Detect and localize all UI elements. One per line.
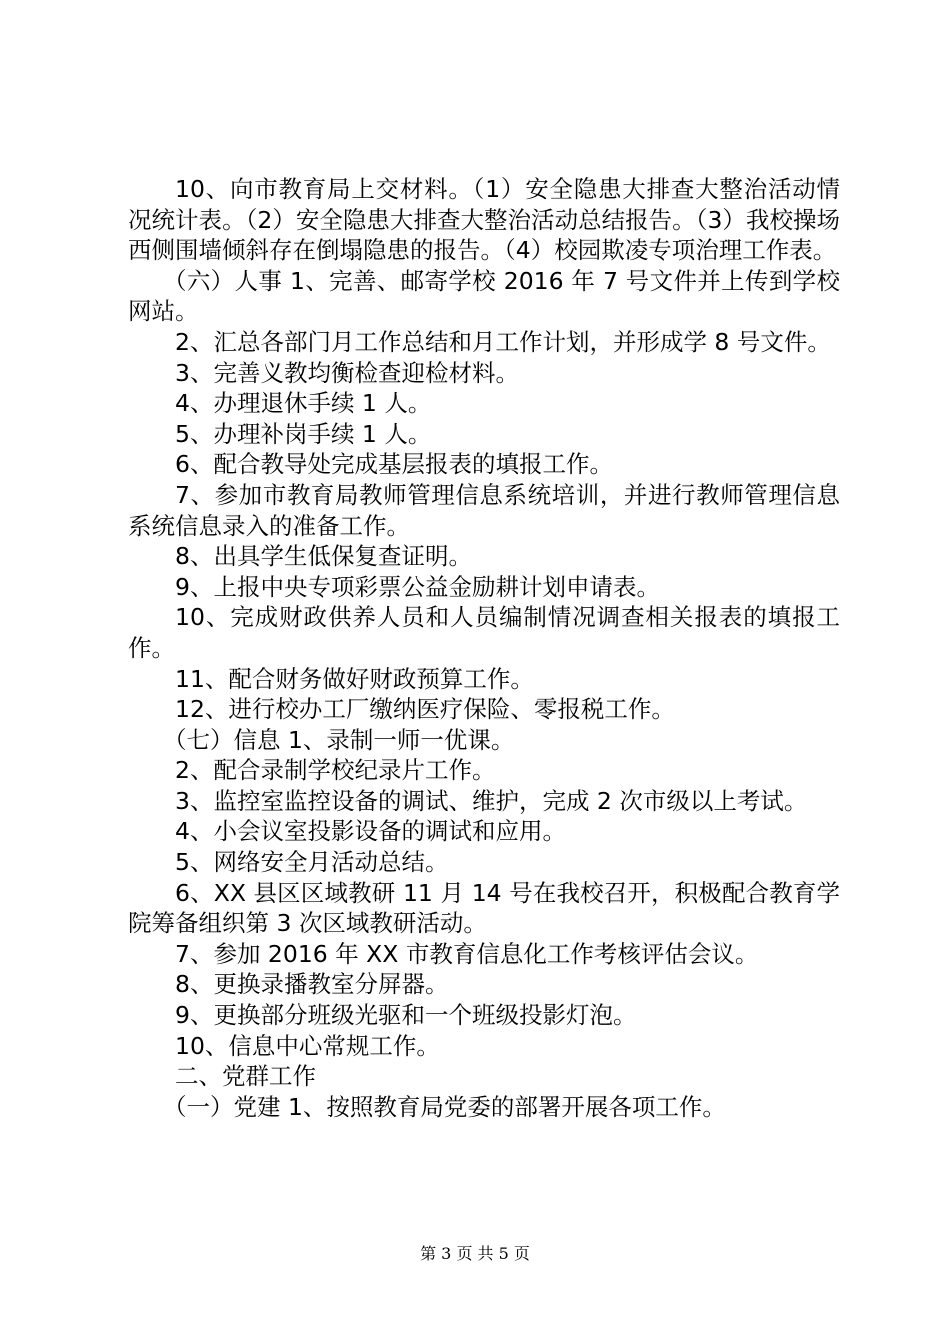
paragraph-personnel-12: 12、进行校办工厂缴纳医疗保险、零报税工作。 [175, 695, 675, 724]
paragraph-personnel-8: 8、出具学生低保复查证明。 [175, 542, 472, 571]
page-number-footer: 第 3 页 共 5 页 [420, 1244, 530, 1263]
paragraph-personnel-9: 9、上报中央专项彩票公益金励耕计划申请表。 [175, 572, 660, 601]
paragraph-personnel-10: 10、完成财政供养人员和人员编制情况调查相关报表的填报工作。 [128, 603, 840, 662]
paragraph-party-building-1: （一）党建 1、按照教育局党委的部署开展各项工作。 [163, 1092, 726, 1121]
paragraph-info-9: 9、更换部分班级光驱和一个班级投影灯泡。 [175, 1001, 637, 1030]
paragraph-info-7: 7、参加 2016 年 XX 市教育信息化工作考核评估会议。 [175, 939, 759, 968]
paragraph-personnel-3: 3、完善义教均衡检查迎检材料。 [175, 358, 519, 387]
paragraph-personnel-1: （六）人事 1、完善、邮寄学校 2016 年 7 号文件并上传到学校网站。 [128, 266, 840, 326]
paragraph-personnel-6: 6、配合教导处完成基层报表的填报工作。 [175, 450, 613, 479]
paragraph-info-6: 6、XX 县区区域教研 11 月 14 号在我校召开，积极配合教育学院筹备组织第 3 次区域教研活动。 [128, 878, 840, 938]
document-body [128, 174, 840, 1122]
paragraph-info-5: 5、网络安全月活动总结。 [175, 848, 449, 877]
section-heading-party-work: 二、党群工作 [175, 1062, 316, 1091]
paragraph-personnel-5: 5、办理补岗手续 1 人。 [175, 419, 432, 448]
paragraph-info-2: 2、配合录制学校纪录片工作。 [175, 756, 496, 785]
paragraph-personnel-11: 11、配合财务做好财政预算工作。 [175, 664, 534, 693]
paragraph-personnel-2: 2、汇总各部门月工作总结和月工作计划，并形成学 8 号文件。 [175, 327, 831, 356]
paragraph-submit-materials: 10、向市教育局上交材料。（1）安全隐患大排查大整治活动情况统计表。（2）安全隐患大排查大整治活动总结报告。（3）我校操场西侧围墙倾斜存在倒塌隐患的报告。（4）校园欺凌专项治理工作表。 [128, 175, 840, 265]
paragraph-info-8: 8、更换录播教室分屏器。 [175, 970, 449, 999]
paragraph-personnel-7: 7、参加市教育局教师管理信息系统培训，并进行教师管理信息系统信息录入的准备工作。 [128, 480, 840, 540]
paragraph-info-10: 10、信息中心常规工作。 [175, 1031, 440, 1060]
paragraph-info-4: 4、小会议室投影设备的调试和应用。 [175, 817, 566, 846]
paragraph-info-1: （七）信息 1、录制一师一优课。 [163, 725, 515, 754]
paragraph-personnel-4: 4、办理退休手续 1 人。 [175, 389, 432, 418]
paragraph-info-3: 3、监控室监控设备的调试、维护，完成 2 次市级以上考试。 [175, 786, 808, 815]
